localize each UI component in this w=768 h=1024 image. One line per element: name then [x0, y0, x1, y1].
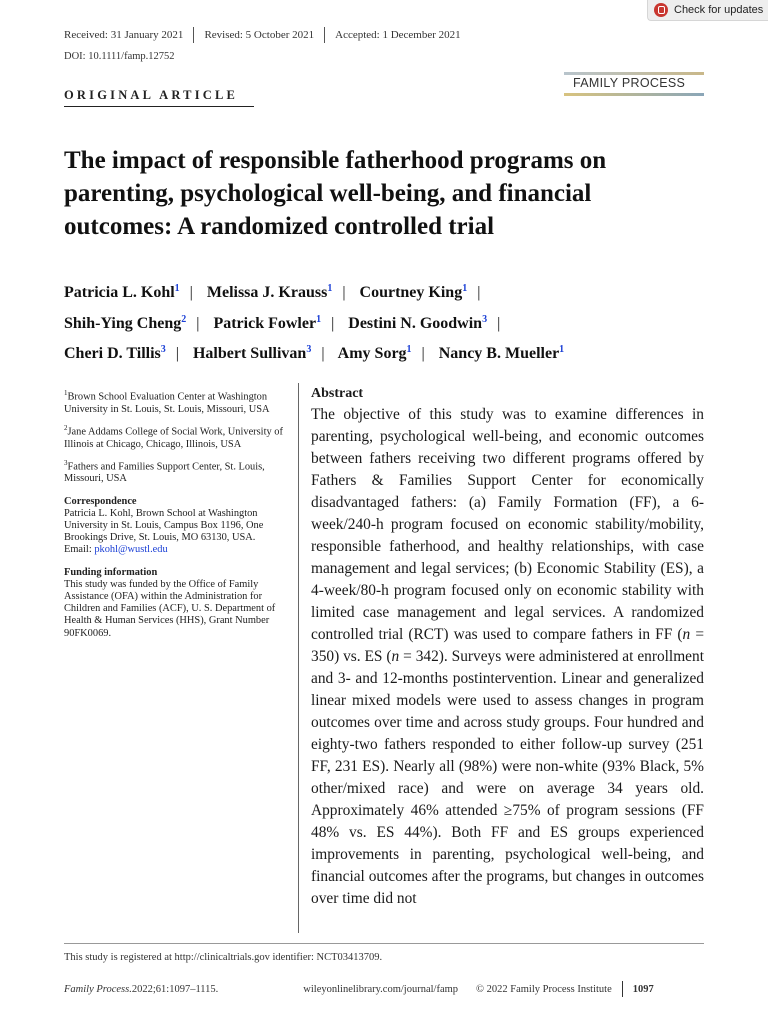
author-name[interactable]: Destini N. Goodwin	[348, 314, 483, 332]
journal-name: Family Process.	[64, 983, 132, 995]
abstract-text: = 350) vs. ES (	[311, 626, 704, 665]
check-for-updates-button[interactable]	[647, 0, 768, 21]
article-dates	[64, 27, 461, 43]
received-date: Received: 31 January 2021	[64, 29, 184, 41]
author-name[interactable]: Courtney King	[359, 284, 463, 301]
author-name[interactable]: Patrick Fowler	[213, 314, 317, 332]
abstract-italic: n	[682, 626, 691, 643]
affiliation-marker[interactable]: 1	[174, 283, 180, 294]
journal-url[interactable]: wileyonlinelibrary.com/journal/famp	[303, 983, 459, 995]
affiliation-marker[interactable]: 1	[462, 283, 468, 294]
abstract	[311, 386, 704, 910]
page-number: 1097	[632, 983, 654, 995]
footnote-divider	[64, 943, 704, 944]
footer-divider	[622, 981, 623, 997]
affiliation-text: Brown School Evaluation Center at Washington University in St. Louis, St. Louis, Missouri, USA	[64, 391, 270, 415]
author-name[interactable]: Shih-Ying Cheng	[64, 314, 182, 332]
journal-logo-bar-bottom	[564, 93, 704, 96]
author-name[interactable]: Halbert Sullivan	[192, 345, 307, 362]
funding-text: This study was funded by the Office of Family Assistance (OFA) within the Administration for Children and Families (ACF), U. S. Department of Health & Human Services (HHS), Grant Number 90FK0069.	[64, 578, 276, 639]
affiliation-marker[interactable]: 1	[406, 344, 412, 355]
correspondence-heading: Correspondence	[64, 495, 137, 507]
affiliation-marker[interactable]: 3	[306, 344, 312, 355]
correspondence-text	[64, 508, 292, 557]
abstract-body	[311, 404, 704, 910]
date-divider	[324, 27, 325, 43]
correspondence-address: Patricia L. Kohl, Brown School at Washington University in St. Louis, Campus Box 1196, One Brookings Drive, St. Louis, MO 63130, USA.	[64, 507, 264, 544]
email-link[interactable]: pkohl@wustl.edu	[94, 544, 168, 556]
affiliation-text: Fathers and Families Support Center, St. Louis, Missouri, USA	[64, 461, 265, 485]
affiliation-number: 2	[64, 423, 68, 432]
affiliation	[64, 457, 292, 486]
affiliation-text: Jane Addams College of Social Work, University of Illinois at Chicago, Chicago, Illinois, USA	[64, 426, 283, 450]
check-for-updates-label: Check for updates	[674, 4, 764, 16]
page-footer	[64, 981, 704, 997]
email-label: Email:	[64, 544, 92, 556]
affiliation-number: 1	[64, 389, 68, 397]
date-divider	[193, 27, 194, 43]
author-list: Patricia L. Kohl$^1$ | Melissa J. Krauss$^1$ | Courtney King$^1$ | Shih-Ying Cheng$^2$ | Patrick Fowler$^1$ | Destini N. Goodwin$^3$ | Cheri D. Tillis$^3$ | Halbert Sullivan$^3$ | Amy Sorg$^1$ | Nancy B. Mueller$^1$	[64, 283, 565, 362]
author-name[interactable]: Amy Sorg	[337, 345, 407, 362]
author-name[interactable]: Cheri D. Tillis	[64, 345, 161, 362]
article-type: ORIGINAL ARTICLE	[64, 88, 239, 102]
author-name[interactable]: Melissa J. Krauss	[206, 284, 328, 301]
affiliation	[64, 387, 292, 416]
copyright: © 2022 Family Process Institute	[476, 983, 612, 995]
accepted-date: Accepted: 1 December 2021	[335, 29, 461, 41]
crossmark-icon	[654, 3, 668, 17]
affiliation-marker[interactable]: 1	[327, 283, 333, 294]
doi: DOI: 10.1111/famp.12752	[64, 51, 175, 62]
article-info-column	[64, 387, 292, 640]
affiliation-number: 3	[64, 458, 68, 467]
journal-logo: FAMILY PROCESS	[573, 76, 686, 90]
affiliation-marker[interactable]: 1	[559, 344, 565, 355]
article-title: The impact of responsible fatherhood programs on parenting, psychological well-being, and financial outcomes: A randomized controlled trial	[64, 147, 607, 240]
citation: 2022;61:1097–1115.	[131, 983, 219, 995]
affiliation-marker[interactable]: 1	[316, 313, 322, 325]
abstract-italic: n	[391, 648, 400, 665]
revised-date: Revised: 5 October 2021	[204, 29, 315, 41]
footnote: This study is registered at http://clinicaltrials.gov identifier: NCT03413709.	[64, 952, 383, 963]
abstract-text: = 342). Surveys were administered at enrollment and 3- and 12-months postintervention. Linear and generalized linear mixed models were used to assess changes in program outcomes over time and across study groups. Four hundred and eighty-two fathers responded to either follow-up survey (251 FF, 231 ES). Nearly all (98%) were non-white (93% Black, 5% other/mixed race) and were on average 34 years old. Approximately 46% attended ≥75% of program sessions (FF 48% vs. ES 44%). Both FF and ES groups experienced improvements in parenting, psychological well-being, and financial outcomes after the programs, but changes in outcomes over time did not	[311, 648, 704, 907]
abstract-divider	[298, 383, 299, 933]
affiliation-marker[interactable]: 2	[181, 313, 187, 325]
journal-logo-bar-top	[564, 72, 704, 75]
author-name[interactable]: Nancy B. Mueller	[438, 345, 560, 362]
funding-heading: Funding information	[64, 566, 158, 578]
abstract-text: The objective of this study was to examine differences in parenting, psychological well-being, and economic outcomes between fathers receiving two different programs offered by Fathers & Families Support Center for economically disadvantaged fathers: (a) Family Formation (FF), a 6-week/240-h program focused on economic stability/mobility, responsible fatherhood, and healthy relationships, with case management and legal services; (b) Economic Stability (ES), a 4-week/80-h program focused only on economic stability with limited case management and legal services. A randomized controlled trial (RCT) was used to compare fathers in FF (	[311, 406, 704, 643]
affiliation-marker[interactable]: 3	[482, 313, 488, 325]
affiliation-marker[interactable]: 3	[160, 344, 166, 355]
abstract-heading: Abstract	[311, 386, 364, 401]
author-name[interactable]: Patricia L. Kohl	[64, 284, 175, 301]
article-type-underline	[64, 106, 254, 107]
affiliation	[64, 422, 292, 451]
